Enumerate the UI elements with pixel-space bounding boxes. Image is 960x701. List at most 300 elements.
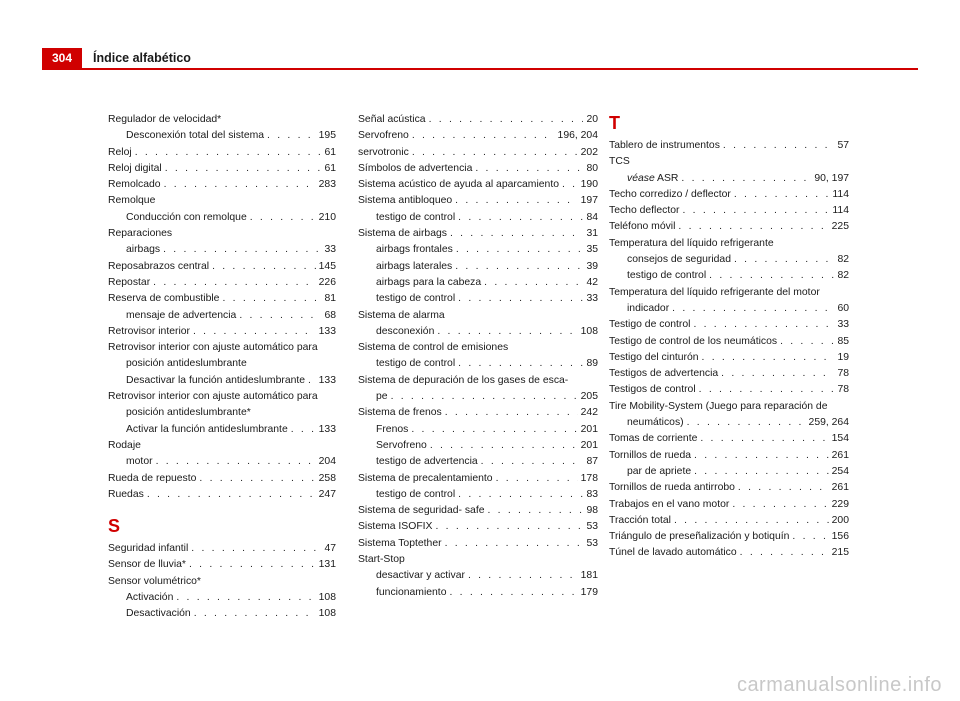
index-entry <box>108 606 336 622</box>
index-page: 205 <box>580 391 598 403</box>
index-term: Start-Stop <box>358 554 405 566</box>
dot-leader <box>702 350 835 366</box>
index-entry-line <box>376 210 598 226</box>
watermark: carmanualsonline.info <box>736 674 942 696</box>
index-entry-line <box>376 585 598 601</box>
index-entry-line <box>609 366 849 382</box>
index-page: 197 <box>580 195 598 207</box>
index-term: airbags para la cabeza <box>376 276 482 288</box>
index-entry <box>358 145 598 161</box>
index-page: 53 <box>586 521 598 533</box>
index-page: 283 <box>318 179 336 191</box>
index-term: Reloj <box>108 146 132 158</box>
index-term: Reposabrazos central <box>108 260 210 272</box>
index-term: Tomas de corriente <box>609 433 698 445</box>
index-entry-line <box>627 252 849 268</box>
index-entry <box>609 154 849 170</box>
dot-leader <box>176 590 315 606</box>
index-entry-line <box>126 606 336 622</box>
index-entry-line <box>108 438 336 454</box>
index-entry-line <box>376 568 598 584</box>
index-entry-line <box>609 334 849 350</box>
index-entry-line <box>358 373 598 389</box>
index-term: Trabajos en el vano motor <box>609 498 730 510</box>
index-term: Conducción con remolque <box>126 211 247 223</box>
index-entry-line <box>108 541 336 557</box>
index-entry-line <box>376 422 598 438</box>
index-term: Ruedas <box>108 488 144 500</box>
index-entry <box>108 259 336 275</box>
dot-leader <box>164 177 316 193</box>
index-term: indicador <box>627 302 670 314</box>
index-entry-line <box>108 145 336 161</box>
dot-leader <box>429 112 584 128</box>
index-page: 210 <box>318 211 336 223</box>
index-term: Temperatura del líquido refrigerante <box>609 237 774 249</box>
index-entry <box>358 193 598 209</box>
index-entry <box>609 399 849 432</box>
index-term: Testigo de control <box>609 319 691 331</box>
dot-leader <box>488 503 584 519</box>
index-page: 80 <box>586 162 598 174</box>
index-entry-line <box>126 210 336 226</box>
index-entry-line <box>108 259 336 275</box>
index-term: Desactivar la función antideslumbrante <box>126 374 306 386</box>
index-entry <box>358 552 598 568</box>
index-page: 33 <box>586 293 598 305</box>
index-entry <box>358 422 598 438</box>
index-entry-line <box>126 128 336 144</box>
index-page: 196, 204 <box>557 130 598 142</box>
index-page: 20 <box>586 114 598 125</box>
index-entry <box>609 382 849 398</box>
index-entry <box>108 242 336 258</box>
index-entry <box>609 350 849 366</box>
index-entry-line <box>108 226 336 242</box>
index-column-1 <box>108 112 336 623</box>
index-page: 90, 197 <box>814 172 849 184</box>
index-entry <box>108 226 336 242</box>
index-entry-line <box>108 389 336 405</box>
see-reference: véase <box>627 172 655 184</box>
index-term: consejos de seguridad <box>627 254 731 266</box>
index-term: Activación <box>126 592 174 604</box>
dot-leader <box>194 606 316 622</box>
dot-leader <box>153 275 315 291</box>
index-entry-line <box>126 422 336 438</box>
dot-leader <box>699 382 835 398</box>
index-entry-line <box>609 545 849 561</box>
index-page: 68 <box>324 309 336 321</box>
dot-leader <box>291 422 316 438</box>
index-page: 133 <box>318 374 336 386</box>
index-entry <box>108 340 336 373</box>
dot-leader <box>468 568 578 584</box>
index-entry-line <box>609 219 849 235</box>
index-entry-line <box>609 497 849 513</box>
dot-leader <box>189 557 316 573</box>
index-term: Triángulo de preseñalización y botiquín <box>609 531 790 543</box>
index-entry <box>358 568 598 584</box>
index-page: 133 <box>318 325 336 337</box>
index-term: Símbolos de advertencia <box>358 162 473 174</box>
index-page: 190 <box>580 179 598 191</box>
index-entry-line <box>609 203 849 219</box>
index-page: 108 <box>318 592 336 604</box>
index-entry <box>609 366 849 382</box>
index-page: 81 <box>324 293 336 305</box>
dot-leader <box>193 324 316 340</box>
dot-leader <box>723 138 835 154</box>
index-entry <box>609 317 849 333</box>
dot-leader <box>734 187 830 203</box>
index-entry-line <box>358 112 598 128</box>
index-entry-line <box>358 519 598 535</box>
index-entry-line <box>126 242 336 258</box>
index-entry-line <box>126 308 336 324</box>
index-term: Rueda de repuesto <box>108 472 197 484</box>
index-entry-line <box>108 161 336 177</box>
dot-leader <box>738 480 829 496</box>
index-entry-line <box>108 324 336 340</box>
dot-leader <box>412 145 578 161</box>
index-entry <box>609 431 849 447</box>
dot-leader <box>693 317 834 333</box>
index-entry-continuation <box>108 356 336 372</box>
index-entry-continuation <box>609 415 849 431</box>
index-entry-line <box>126 454 336 470</box>
index-entry <box>358 454 598 470</box>
index-page: 178 <box>580 472 598 484</box>
index-page: 31 <box>586 228 598 240</box>
index-page: 35 <box>586 244 598 256</box>
index-term-continuation: posición antideslumbrante <box>126 358 247 370</box>
index-page: 33 <box>837 319 849 331</box>
index-page: 200 <box>831 514 849 526</box>
index-entry <box>609 448 849 464</box>
index-entry-line <box>358 128 598 144</box>
index-term: funcionamiento <box>376 586 447 598</box>
index-entry <box>609 203 849 219</box>
dot-leader <box>412 128 555 144</box>
index-term: airbags frontales <box>376 244 453 256</box>
index-entry-line <box>609 448 849 464</box>
index-entry <box>358 161 598 177</box>
dot-leader <box>475 161 583 177</box>
index-column-3 <box>609 112 849 562</box>
index-entry <box>358 471 598 487</box>
index-term: Temperatura del líquido refrigerante del motor <box>609 286 820 298</box>
index-entry <box>609 545 849 561</box>
dot-leader <box>212 259 316 275</box>
index-term: testigo de control <box>376 358 456 370</box>
index-entry-line <box>609 513 849 529</box>
index-entry-continuation <box>108 405 336 421</box>
section-letter: S <box>108 516 121 537</box>
index-entry-line <box>358 405 598 421</box>
index-page: 61 <box>324 146 336 158</box>
index-column-2 <box>358 112 598 601</box>
index-entry <box>108 275 336 291</box>
index-entry <box>108 438 336 454</box>
dot-leader <box>147 487 316 503</box>
index-entry-line <box>609 399 849 415</box>
index-entry-line <box>609 431 849 447</box>
dot-leader <box>450 226 583 242</box>
index-term: Servofreno <box>358 130 409 142</box>
index-term: Reparaciones <box>108 228 173 240</box>
index-entry-line <box>108 193 336 209</box>
dot-leader <box>678 219 828 235</box>
index-page: 98 <box>586 505 598 517</box>
index-term: desactivar y activar <box>376 570 465 582</box>
index-entry-line <box>376 275 598 291</box>
dot-leader <box>308 373 316 389</box>
index-term: desconexión <box>376 325 435 337</box>
index-entry-line <box>108 291 336 307</box>
dot-leader <box>267 128 316 144</box>
index-term: Tire Mobility-System (Juego para reparación de <box>609 400 828 412</box>
index-entry <box>358 324 598 340</box>
index-term: Señal acústica <box>358 114 426 125</box>
index-page: 215 <box>831 547 849 559</box>
dot-leader <box>191 541 321 557</box>
index-term: Techo deflector <box>609 205 680 217</box>
dot-leader <box>458 487 583 503</box>
index-page: 82 <box>837 254 849 266</box>
index-entry-line <box>627 464 849 480</box>
index-page: 87 <box>586 456 598 468</box>
index-entry-line <box>358 193 598 209</box>
index-term-continuation: pe <box>376 391 388 403</box>
dot-leader <box>458 291 583 307</box>
dot-leader <box>734 252 834 268</box>
index-entry-continuation <box>358 389 598 405</box>
index-term: Sistema ISOFIX <box>358 521 433 533</box>
index-term: Activar la función antideslumbrante <box>126 423 288 435</box>
index-entry-line <box>108 557 336 573</box>
index-term-continuation: neumáticos) <box>627 417 684 429</box>
index-page: 60 <box>837 302 849 314</box>
index-term: Sistema Toptether <box>358 537 442 549</box>
index-entry-line <box>108 574 336 590</box>
index-page: 39 <box>586 260 598 272</box>
index-term: Frenos <box>376 423 409 435</box>
index-term: Sensor volumétrico* <box>108 575 201 587</box>
index-page: 259, 264 <box>808 417 849 429</box>
index-entry <box>358 128 598 144</box>
index-page: 195 <box>318 130 336 142</box>
index-term: par de apriete <box>627 465 692 477</box>
index-entry <box>609 268 849 284</box>
index-page: 114 <box>832 188 849 200</box>
index-page: 254 <box>831 465 849 477</box>
index-entry <box>108 308 336 324</box>
dot-leader <box>456 242 584 258</box>
index-page: 156 <box>831 531 849 543</box>
index-term: Retrovisor interior con ajuste automático para <box>108 391 318 403</box>
index-entry-line <box>108 112 336 128</box>
index-entry-line <box>358 161 598 177</box>
index-term: Sensor de lluvia* <box>108 559 186 571</box>
index-page: 42 <box>586 276 598 288</box>
index-entry <box>609 513 849 529</box>
dot-leader <box>411 422 577 438</box>
dot-leader <box>700 431 828 447</box>
index-term: testigo de control <box>376 488 456 500</box>
dot-leader <box>156 454 316 470</box>
dot-leader <box>496 471 578 487</box>
index-page: 226 <box>318 276 336 288</box>
index-entry <box>108 454 336 470</box>
dot-leader <box>165 161 322 177</box>
index-entry-line <box>358 145 598 161</box>
index-page: 108 <box>580 325 598 337</box>
dot-leader <box>239 308 321 324</box>
index-term: Testigo de control de los neumáticos <box>609 335 778 347</box>
index-term: Repostar <box>108 276 151 288</box>
index-entry <box>108 177 336 193</box>
dot-leader <box>694 464 829 480</box>
index-term: airbags <box>126 244 161 256</box>
index-page: 204 <box>318 456 336 468</box>
index-entry-line <box>376 356 598 372</box>
index-entry <box>609 497 849 513</box>
index-term: Túnel de lavado automático <box>609 547 737 559</box>
dot-leader <box>740 545 829 561</box>
index-page: 89 <box>586 358 598 370</box>
index-term: Reloj digital <box>108 162 162 174</box>
index-entry-line <box>627 268 849 284</box>
index-term: Tornillos de rueda antirrobo <box>609 482 735 494</box>
index-page: 78 <box>837 368 849 380</box>
index-term: Sistema antibloqueo <box>358 195 453 207</box>
index-entry <box>609 480 849 496</box>
index-entry <box>358 112 598 128</box>
index-page: 261 <box>831 482 849 494</box>
index-entry <box>108 590 336 606</box>
index-term: mensaje de advertencia <box>126 309 237 321</box>
index-entry-line <box>609 236 849 252</box>
index-entry <box>358 291 598 307</box>
index-term: airbags laterales <box>376 260 453 272</box>
dot-leader <box>436 519 584 535</box>
dot-leader <box>687 415 806 431</box>
index-page: 82 <box>837 270 849 282</box>
index-term: Desactivación <box>126 608 191 620</box>
index-entry <box>358 177 598 193</box>
index-page: 47 <box>324 543 336 555</box>
dot-leader <box>458 210 583 226</box>
dot-leader <box>792 529 828 545</box>
dot-leader <box>199 471 315 487</box>
index-entry <box>358 405 598 421</box>
index-page: 261 <box>831 449 849 461</box>
index-term: Rodaje <box>108 439 141 451</box>
index-entry-line <box>376 454 598 470</box>
index-entry <box>609 171 849 187</box>
index-entry-line <box>627 171 849 187</box>
index-entry-line <box>609 480 849 496</box>
dot-leader <box>430 438 578 454</box>
index-entry-line <box>627 301 849 317</box>
index-entry-line <box>108 471 336 487</box>
index-page: 225 <box>831 221 849 233</box>
index-page: 57 <box>837 140 849 151</box>
index-entry <box>358 487 598 503</box>
index-term: Sistema acústico de ayuda al aparcamiento <box>358 179 559 191</box>
index-term: Techo corredizo / deflector <box>609 188 731 200</box>
index-entry <box>108 291 336 307</box>
index-entry-line <box>108 275 336 291</box>
index-entry <box>108 210 336 226</box>
index-entry <box>108 373 336 389</box>
index-entry-line <box>609 154 849 170</box>
dot-leader <box>455 259 583 275</box>
dot-leader <box>391 389 578 405</box>
index-entry <box>609 187 849 203</box>
index-entry <box>609 529 849 545</box>
index-entry-line <box>609 350 849 366</box>
index-term: Sistema de frenos <box>358 407 442 419</box>
dot-leader <box>672 301 834 317</box>
index-entry <box>358 519 598 535</box>
index-entry-line <box>108 340 336 356</box>
page-header <box>0 0 960 70</box>
index-page: 61 <box>324 162 336 174</box>
index-entry <box>609 138 849 154</box>
dot-leader <box>562 177 578 193</box>
dot-leader <box>455 193 578 209</box>
index-page: 181 <box>580 570 598 582</box>
dot-leader <box>484 275 583 291</box>
index-entry <box>358 356 598 372</box>
index-term: véase ASR <box>627 172 679 184</box>
index-entry <box>108 389 336 422</box>
dot-leader <box>674 513 829 529</box>
index-entry-line <box>358 471 598 487</box>
index-entry-line <box>609 317 849 333</box>
index-entry <box>358 438 598 454</box>
index-entry <box>358 503 598 519</box>
index-entry <box>609 285 849 301</box>
index-entry <box>358 275 598 291</box>
index-entry <box>358 259 598 275</box>
index-page: 33 <box>324 244 336 256</box>
index-entry-line <box>376 324 598 340</box>
index-term: Sistema de depuración de los gases de esca- <box>358 374 569 386</box>
index-entry <box>108 128 336 144</box>
index-entry-line <box>376 259 598 275</box>
dot-leader <box>250 210 316 226</box>
dot-leader <box>449 585 577 601</box>
dot-leader <box>163 242 321 258</box>
index-term: Sistema de seguridad- safe <box>358 505 485 517</box>
index-page: 83 <box>586 488 598 500</box>
index-term: testigo de advertencia <box>376 456 478 468</box>
dot-leader <box>732 497 828 513</box>
index-page: 78 <box>837 384 849 396</box>
index-entry-line <box>376 291 598 307</box>
index-entry <box>358 340 598 356</box>
index-entry <box>358 373 598 406</box>
index-entry <box>609 236 849 252</box>
index-entry <box>108 557 336 573</box>
dot-leader <box>681 171 811 187</box>
dot-leader <box>780 334 834 350</box>
dot-leader <box>458 356 583 372</box>
dot-leader <box>222 291 321 307</box>
